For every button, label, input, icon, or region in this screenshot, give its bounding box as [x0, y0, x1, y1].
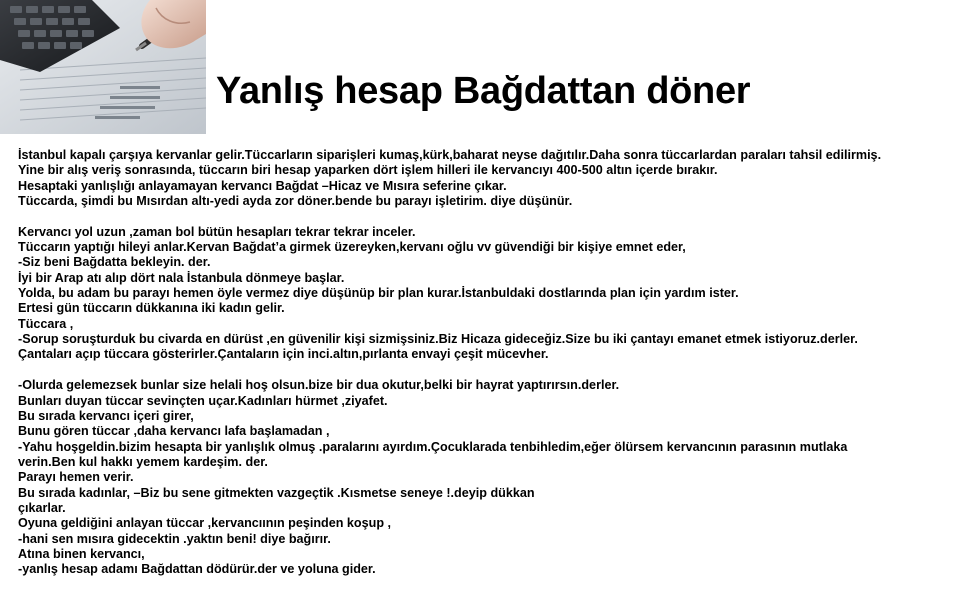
story-line: -hani sen mısıra gidecektin .yaktın beni! diye bağırır.	[18, 531, 331, 546]
story-line: Yolda, bu adam bu parayı hemen öyle vermez diye düşünüp bir plan kurar.İstanbuldaki dostlarında plan için yardım ister.	[18, 286, 739, 301]
story-line: Parayı hemen verir.	[18, 470, 134, 485]
story-line: Tüccarda, şimdi bu Mısırdan altı-yedi ayda zor döner.bende bu parayı işletirim. diye düşünür.	[18, 194, 573, 209]
story-line: Tüccara ,	[18, 316, 74, 331]
story-line: İstanbul kapalı çarşıya kervanlar gelir.Tüccarların siparişleri kumaş,kürk,baharat neyse dağıtılır.Daha sonra tüccarlardan paraları tahsil edilirmiş.	[18, 148, 882, 162]
story-line: çıkarlar.	[18, 500, 66, 515]
story-line: Bunları duyan tüccar sevinçten uçar.Kadınları hürmet ,ziyafet.	[18, 393, 388, 408]
story-line: Bunu gören tüccar ,daha kervancı lafa başlamadan ,	[18, 424, 330, 439]
story-line: İyi bir Arap atı alıp dört nala İstanbula dönmeye başlar.	[18, 270, 345, 285]
story-line: -Sorup soruşturduk bu civarda en dürüst ,en güvenilir kişi sizmişsiniz.Biz Hicaza gideceğiz.Size bu iki çantayı emanet etmek istiyoruz.derler.	[18, 332, 858, 347]
story-line: Oyuna geldiğini anlayan tüccar ,kervancıının peşinden koşup ,	[18, 516, 392, 531]
story-line: Bu sırada kervancı içeri girer,	[18, 408, 194, 423]
story-line: -Siz beni Bağdatta bekleyin. der.	[18, 255, 211, 270]
story-line: Ertesi gün tüccarın dükkanına iki kadın gelir.	[18, 301, 285, 316]
story-line: Tüccarın yaptığı hileyi anlar.Kervan Bağdat’a girmek üzereyken,kervanı oğlu vv güvendiği bir kişiye emnet eder,	[18, 240, 686, 255]
calculator-hand-pen-icon	[0, 0, 206, 134]
story-text	[18, 148, 948, 578]
calculator-photo	[0, 0, 206, 134]
story-line: -Yahu hoşgeldin.bizim hesapta bir yanlışlık olmuş .paralarını ayırdım.Çocuklarada tenbihledim,eğer ölürsem kervancının parasının mutlaka	[18, 439, 848, 454]
story-line: Atına binen kervancı,	[18, 546, 145, 561]
story-line: Yine bir alış veriş sonrasında, tüccarın biri hesap yaparken dört işlem hilleri ile kervancıyı 400-500 altın içerde bırakır.	[18, 163, 718, 178]
story-line: -yanlış hesap adamı Bağdattan dödürür.der ve yoluna gider.	[18, 562, 376, 577]
story-line: verin.Ben kul hakkı yemem kardeşim. der.	[18, 454, 268, 469]
story-line: Hesaptaki yanlışlığı anlayamayan kervancı Bağdat –Hicaz ve Mısıra seferine çıkar.	[18, 178, 507, 193]
page-title: Yanlış hesap Bağdattan döner	[216, 70, 751, 112]
story-line: Kervancı yol uzun ,zaman bol bütün hesapları tekrar tekrar inceler.	[18, 224, 416, 239]
story-line: Çantaları açıp tüccara gösterirler.Çantaların için inci.altın,pırlanta envayi çeşit mücevher.	[18, 347, 549, 362]
story-line: Bu sırada kadınlar, –Biz bu sene gitmekten vazgeçtik .Kısmetse seneye !.deyip dükkan	[18, 485, 535, 500]
paragraph-spacer	[18, 209, 948, 224]
paragraph-spacer	[18, 363, 948, 378]
story-line: -Olurda gelemezsek bunlar size helali hoş olsun.bize bir dua okutur,belki bir hayrat yaptırırsın.derler.	[18, 378, 620, 393]
